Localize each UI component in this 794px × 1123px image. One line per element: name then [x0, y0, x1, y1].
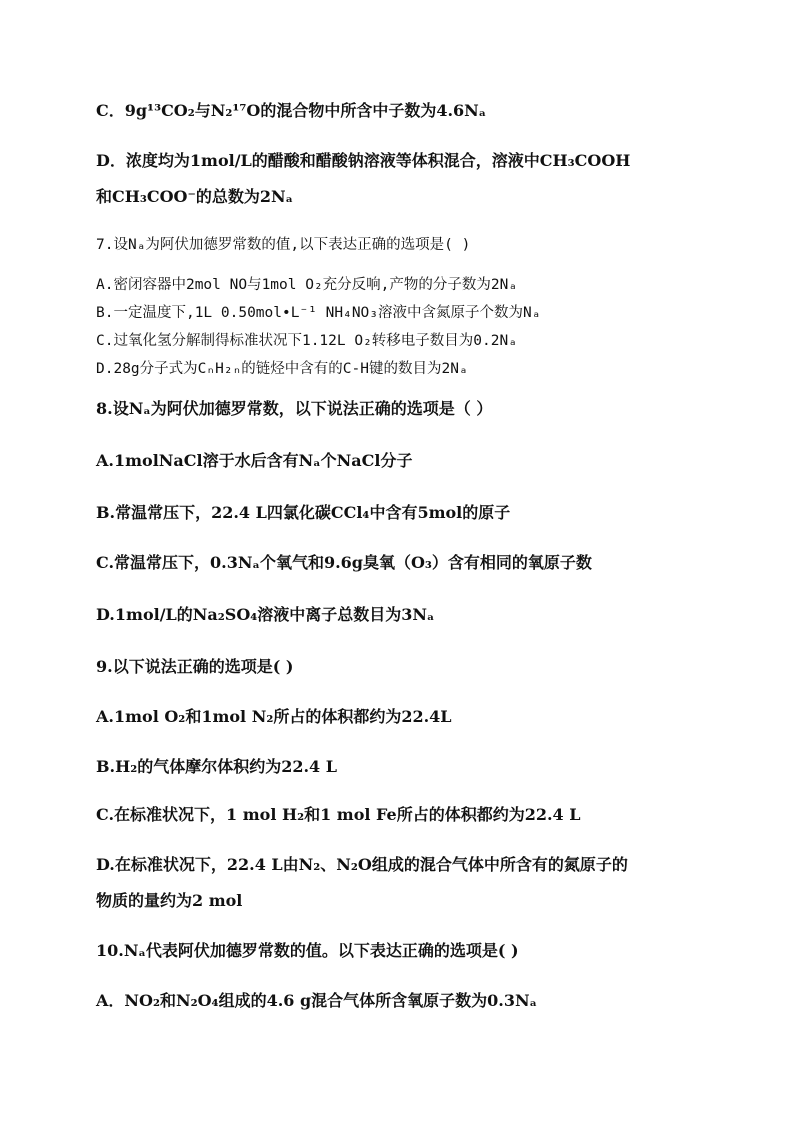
q9-stem: 9.以下说法正确的选项是( ) [96, 657, 294, 676]
q9-option-b: B.H₂的气体摩尔体积约为22.4 L [96, 757, 338, 776]
q8-option-b: B.常温常压下，22.4 L四氯化碳CCl₄中含有5mol的原子 [96, 503, 511, 522]
q6-option-c: C．9g¹³CO₂与N₂¹⁷O的混合物中所含中子数为4.6Nₐ [96, 101, 487, 120]
q8-stem: 8.设Nₐ为阿伏加德罗常数，以下说法正确的选项是（ ） [96, 399, 493, 418]
q6-option-d-line2: 和CH₃COO⁻的总数为2Nₐ [96, 187, 294, 206]
q6-option-d-line1: D．浓度均为1mol/L的醋酸和醋酸钠溶液等体积混合，溶液中CH₃COOH [96, 151, 631, 170]
q8-option-c: C.常温常压下，0.3Nₐ个氧气和9.6g臭氧（O₃）含有相同的氧原子数 [96, 553, 592, 572]
q7-option-b: B.一定温度下,1L 0.50mol•L⁻¹ NH₄NO₃溶液中含氮原子个数为Nₐ [96, 305, 541, 321]
q9-option-d-line2: 物质的量约为2 mol [96, 891, 243, 910]
q7-stem: 7.设Nₐ为阿伏加德罗常数的值,以下表达正确的选项是( ) [96, 237, 471, 253]
q7-option-c: C.过氧化氢分解制得标准状况下1.12L O₂转移电子数目为0.2Nₐ [96, 333, 517, 349]
q9-option-a: A.1mol O₂和1mol N₂所占的体积都约为22.4L [96, 707, 452, 726]
q8-option-d: D.1mol/L的Na₂SO₄溶液中离子总数目为3Nₐ [96, 605, 435, 624]
q10-stem: 10.Nₐ代表阿伏加德罗常数的值。以下表达正确的选项是( ) [96, 941, 519, 960]
q7-option-d: D.28g分子式为CₙH₂ₙ的链烃中含有的C-H键的数目为2Nₐ [96, 361, 468, 377]
q9-option-d-line1: D.在标准状况下，22.4 L由N₂、N₂O组成的混合气体中所含有的氮原子的 [96, 855, 628, 874]
q10-option-a: A．NO₂和N₂O₄组成的4.6 g混合气体所含氧原子数为0.3Nₐ [96, 991, 538, 1010]
q9-option-c: C.在标准状况下，1 mol H₂和1 mol Fe所占的体积都约为22.4 L [96, 805, 581, 824]
q8-option-a: A.1molNaCl溶于水后含有Nₐ个NaCl分子 [96, 451, 413, 470]
q7-option-a: A.密闭容器中2mol NO与1mol O₂充分反响,产物的分子数为2Nₐ [96, 277, 518, 293]
